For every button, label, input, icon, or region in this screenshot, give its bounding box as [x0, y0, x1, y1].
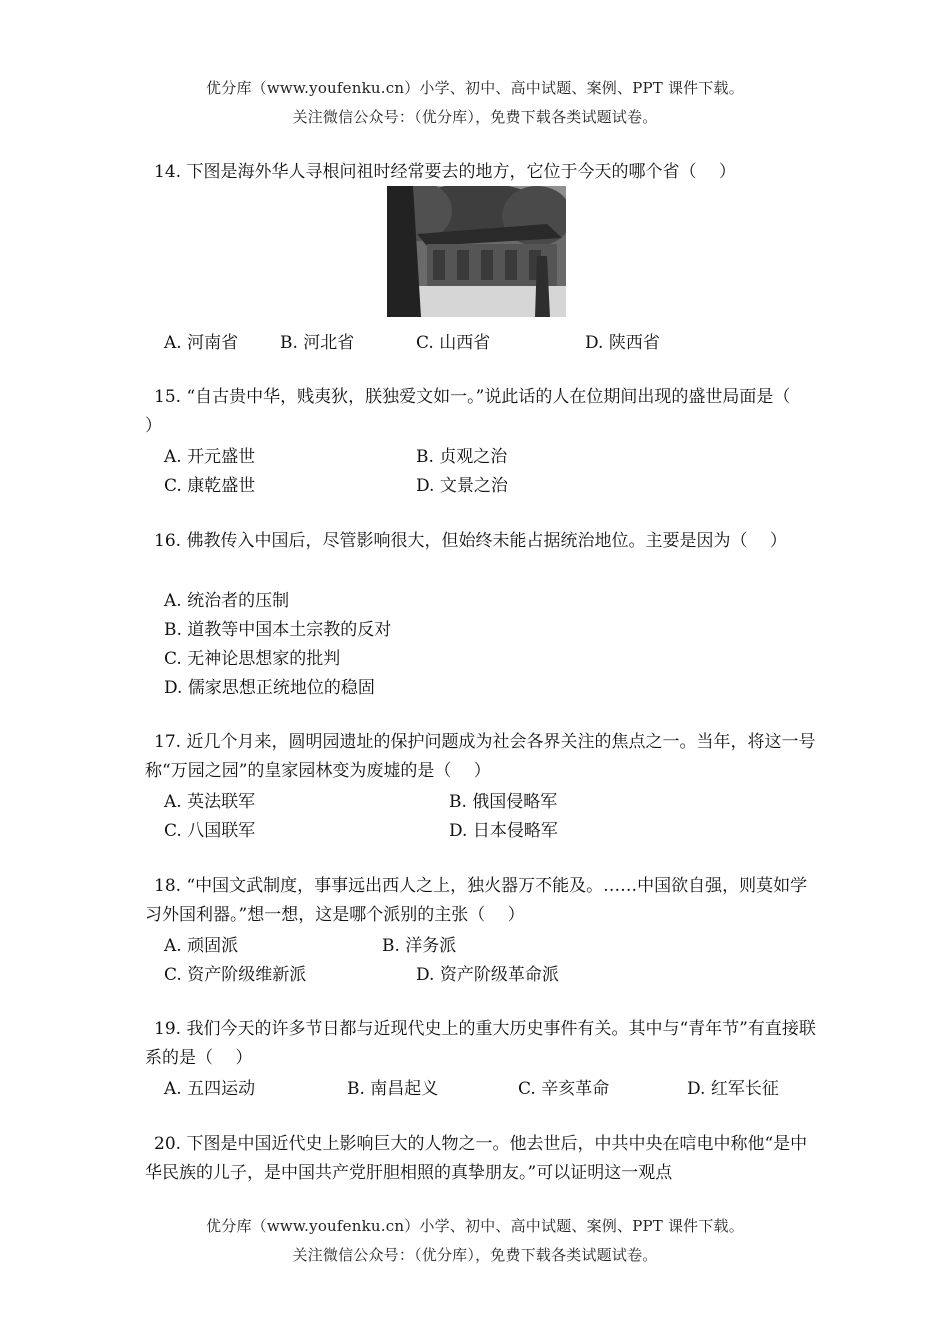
option-16-b: B. 道教等中国本土宗教的反对	[164, 620, 392, 640]
option-17-c: C. 八国联军	[164, 821, 256, 841]
header-line-2: 关注微信公众号：（优分库），免费下载各类试题试卷。	[292, 108, 658, 126]
question-stem: 20. 下图是中国近代史上影响巨大的人物之一。他去世后，中共中央在唁电中称他“是中华民族的儿子，是中国共产党肝胆相照的真挚朋友。”可以证明这一观点	[145, 1134, 808, 1183]
option-14-d: D. 陕西省	[585, 333, 660, 353]
question-stem: 18. “中国文武制度，事事远出西人之上，独火器万不能及。……中国欲自强，则莫如学习外国利器。”想一想，这是哪个派别的主张（ ）	[145, 876, 808, 925]
option-14-b: B. 河北省	[280, 333, 355, 353]
option-17-b: B. 俄国侵略军	[449, 792, 558, 812]
option-18-c: C. 资产阶级维新派	[164, 965, 307, 985]
question-17	[145, 728, 817, 786]
option-15-c: C. 康乾盛世	[164, 476, 256, 496]
question-stem: 16. 佛教传入中国后，尽管影响很大，但始终未能占据统治地位。主要是因为（ ）	[154, 531, 787, 551]
option-15-d: D. 文景之治	[416, 476, 508, 496]
option-19-c: C. 辛亥革命	[518, 1079, 610, 1099]
option-17-a: A. 英法联军	[164, 792, 256, 812]
question-stem: 14. 下图是海外华人寻根问祖时经常要去的地方，它位于今天的哪个省（ ）	[154, 162, 736, 182]
footer-line-2: 关注微信公众号：（优分库），免费下载各类试题试卷。	[292, 1246, 658, 1264]
question-stem: 15. “自古贵中华，贱夷狄，朕独爱文如一。”说此话的人在位期间出现的盛世局面是（ ）	[145, 387, 813, 436]
ancestral-site-photo	[387, 186, 566, 317]
option-15-b: B. 贞观之治	[416, 447, 508, 467]
option-18-b: B. 洋务派	[382, 936, 457, 956]
footer-line-1: 优分库（www.youfenku.cn）小学、初中、高中试题、案例、PPT 课件下载。	[206, 1217, 744, 1235]
option-16-d: D. 儒家思想正统地位的稳固	[164, 678, 375, 698]
question-stem: 17. 近几个月来，圆明园遗址的保护问题成为社会各界关注的焦点之一。当年，将这一号称“万园之园”的皇家园林变为废墟的是（ ）	[145, 732, 816, 781]
question-20	[145, 1130, 817, 1188]
question-15	[145, 383, 817, 441]
option-17-d: D. 日本侵略军	[449, 821, 558, 841]
option-15-a: A. 开元盛世	[164, 447, 256, 467]
option-18-d: D. 资产阶级革命派	[416, 965, 559, 985]
option-14-a: A. 河南省	[164, 333, 239, 353]
option-16-c: C. 无神论思想家的批判	[164, 649, 341, 669]
option-19-a: A. 五四运动	[164, 1079, 256, 1099]
question-18	[145, 872, 817, 930]
question-19	[145, 1015, 817, 1073]
option-19-d: D. 红军长征	[687, 1079, 779, 1099]
option-19-b: B. 南昌起义	[347, 1079, 439, 1099]
option-14-c: C. 山西省	[416, 333, 491, 353]
question-16	[145, 527, 817, 556]
header-line-1: 优分库（www.youfenku.cn）小学、初中、高中试题、案例、PPT 课件下载。	[206, 79, 744, 97]
option-18-a: A. 顽固派	[164, 936, 239, 956]
option-16-a: A. 统治者的压制	[164, 591, 290, 611]
question-14	[145, 158, 817, 187]
question-stem: 19. 我们今天的许多节日都与近现代史上的重大历史事件有关。其中与“青年节”有直接联系的是（ ）	[145, 1019, 816, 1068]
